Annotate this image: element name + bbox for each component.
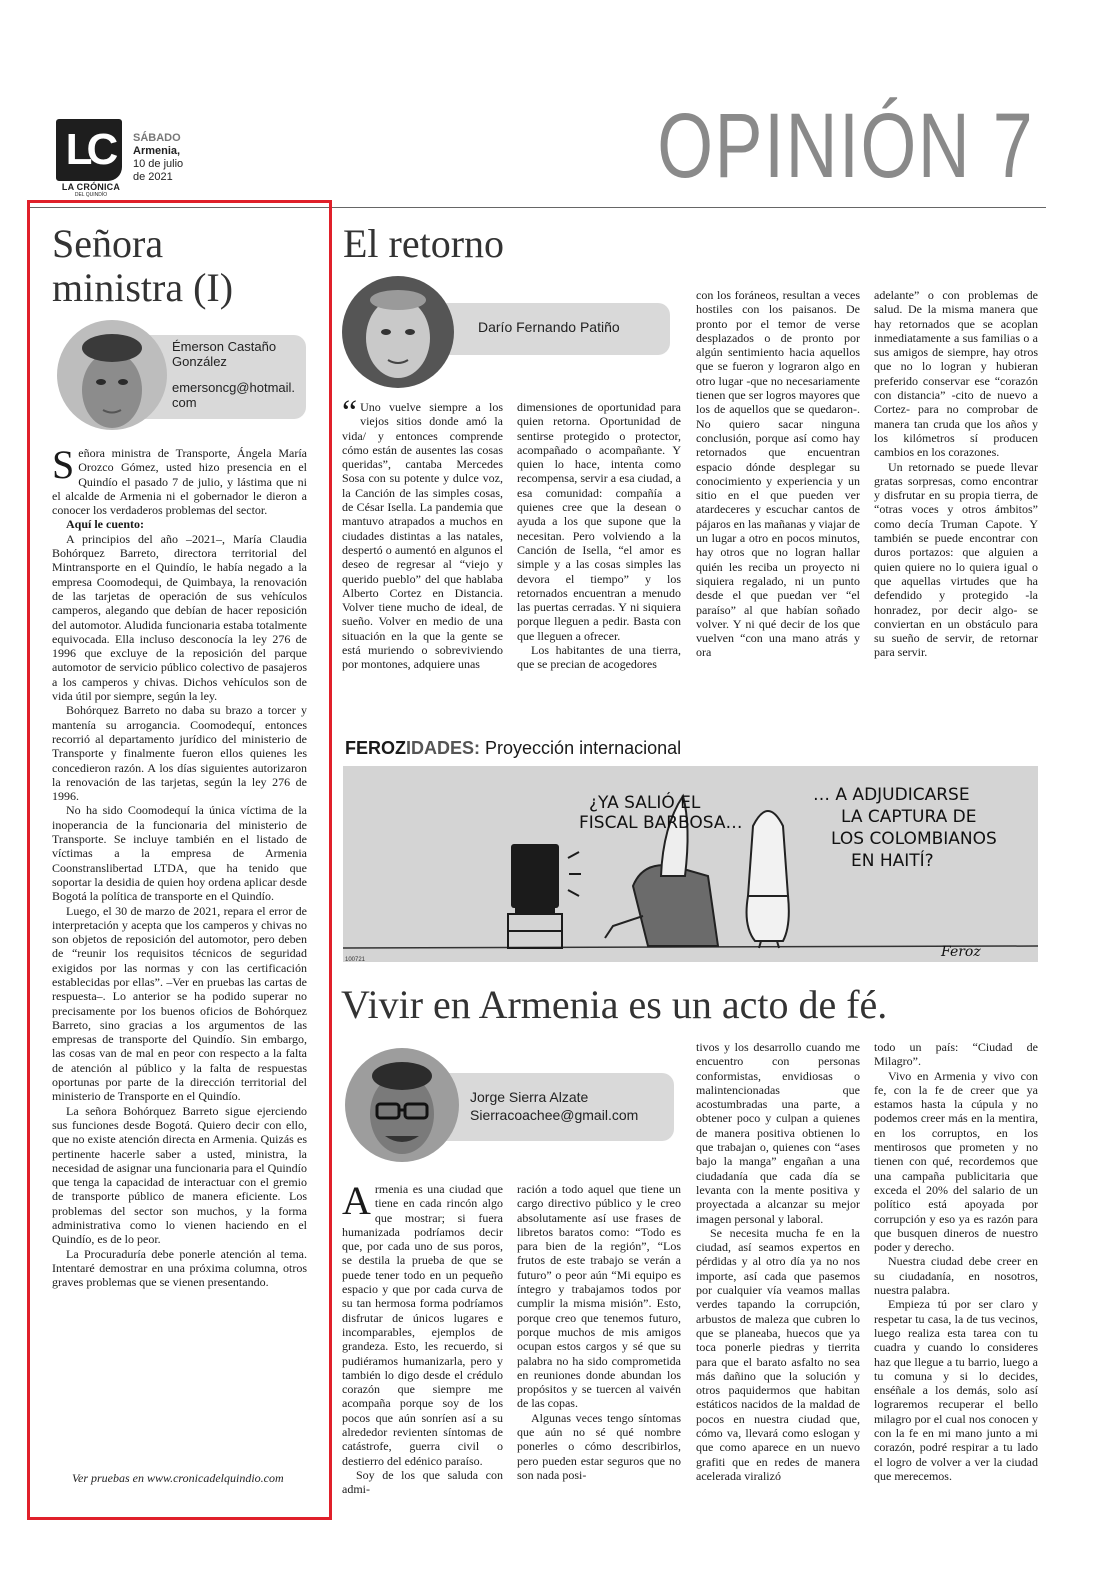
art2-col3	[696, 288, 860, 702]
col1-paragraph: No ha sido Coomodequí la única víctima de la inoperancia de la funcionaria del ministerio de Transporte. Se incluye también en el listado de víctimas a la empresa de Armenia Coonstranslibertad LTDA, que ha tenido que soportar la desidia de quien hoy ordena aplicar desde Bogotá la política de transporte en el Quindío.	[52, 803, 307, 904]
art3-paragraph: Algunas veces tengo síntomas que aún no sé qué nombre ponerles o cómo describirlos, pero pueden estar seguros que no son nada posi-	[517, 1410, 681, 1482]
cartoon-signature: Feroz	[941, 944, 981, 960]
col1-footer-link[interactable]: Ver pruebas en www.cronicadelquindio.com	[72, 1471, 284, 1485]
cartoon-header	[345, 738, 681, 759]
art3-col2	[517, 1182, 681, 1512]
col1-paragraph: Luego, el 30 de marzo de 2021, repara el error de interpretación y acepta que los camperos y chivas no son objetos de reposición del automotor, pero deben de “reunir los requisitos técnicos de seguridad exigidos por las normas y con las certificación establecidas por ellas”. –Ver en pruebas las cartas de respuesta–. Lo anterior se ha podido superar no precisamente por los buenos oficios de Bohórquez Barreto, sino gracias a los argumentos de las empresas de transporte del Quindío. Sin embargo, las cosas van de mal en peor con respecto a la falta de atención al público y la falta de respuestas oportunas por parte de la dirección territorial del ministerio de Transporte en el Quindío.	[52, 903, 307, 1104]
newspaper-name: LA CRÓNICA	[61, 182, 121, 192]
col1-subhead: Aquí le cuento:	[66, 517, 144, 532]
dateline-day: SÁBADO	[133, 132, 181, 144]
cartoon-title: Proyección internacional	[485, 738, 682, 758]
newspaper-logo: LC	[56, 119, 122, 181]
newspaper-subname: DEL QUINDÍO	[74, 192, 108, 198]
col1-title-line1: Señora	[52, 221, 164, 266]
dateline-city: Armenia,	[133, 145, 181, 157]
art3-paragraph: Empieza tú por ser claro y respetar tu casa, la de tus vecinos, luego realiza esta tarea con tu cuadra y cuando lo consideres haz que llegue a tu barrio, luego a tu comuna y si lo decides, enséñale a los demás, solo así lograremos recuperar el bello milagro por el cual nos conocen y con la fe en mi mano junto a mi corazón, podré respirar a tu lado el logro de volver a ver la ciudad que merecemos.	[874, 1297, 1038, 1483]
art3-col4	[874, 1040, 1038, 1512]
col1-paragraph: A principios del año –2021–, María Claudia Bohórquez Barreto, directora territorial del Mintransporte en el Quindío, le había negado a la empresa Coomodequi, de Quimbaya, la renovación de las tarjetas de operación de sus vehículos camperos, alegando que debían de hacer reposición del automotor. Aludida funcionaria estaba totalmente equivocada. Ella incluso desconocía la ley 276 de 1996 que excluye de la reposición del parque automotor de servicio público colectivo de pasajeros a los camperos y chivas. Dichos vehículos son de vida útil por siempre, según la ley.	[52, 531, 307, 704]
art2-col2	[517, 400, 681, 702]
art2-paragraph: Uno vuelve siempre a los viejos sitios donde amó la vida/ y entonces comprende cómo están de ausentes las cosas queridas”, cantaba Mercedes Sosa con su potente y dulce voz, la Canción de las simples cosas, de César Isella. La pandemia que mantuvo atrapados a muchos en ciudades distintas a las natales, despertó o aumentó en algunos el deseo de regresar al “viejo y querido pueblo” del que hablaba Alberto Cortez en Distancia. Volver tiene mucho de ideal, de sueño. Volver en medio de una situación en la que la gente se está muriendo o sobreviviendo por montones, adquiere unas	[342, 400, 503, 672]
cartoon-brand-suffix: IDADES:	[406, 738, 481, 758]
art2-author-name: Darío Fernando Patiño	[478, 319, 620, 335]
col1-author-email[interactable]: emersoncg@hotmail.	[172, 380, 296, 395]
art2-paragraph: con los foráneos, resultan a veces hostiles con los paisanos. De pronto por el temor de verse desplazados o de pronto por algún sentimiento hacia aquellos que se fueron y lograron algo en otro lugar -que no necesariamente tienen que ser logros mayores que los de aquellos que se quedaron-. No quiero sacar ninguna conclusión, porque así como hay retornados que encuentran espacio dónde desplegar su conocimiento y experiencia y un sitio en el que pueden ver atardeceres y escuchar cantos de pájaros en las mañanas y viajar de un lugar a otro en pocos minutos, hay otros que no logran hallar quién les reciba un proyecto ni siquiera regalado, ni un punto desde el que puedan ver “el paraíso” al que habían soñado volver. Y ni qué decir de los que vuelven “con una mano atrás y ora	[696, 288, 860, 660]
art3-paragraph: Vivo en Armenia y vivo con fe, con la fe de creer que ya estamos hasta la cúpula y no podemos creer más en la mentira, en los corruptos, en los mentirosos que prometen y no tienen con qué, recordemos que una campaña publicitaria que exceda el 20% del salario de un político está apoyada por corrupción y eso ya es razón para que busquen dineros de nuestro poder y derecho.	[874, 1068, 1038, 1255]
cartoon-bubble1-line2: FISCAL BARBOSA…	[579, 813, 743, 833]
cartoon-bubble2-line2: LA CAPTURA DE	[841, 807, 977, 827]
col1-author-name: Émerson Castaño	[172, 339, 277, 354]
art2-col1	[342, 400, 503, 702]
art3-col3	[696, 1040, 860, 1512]
col1-paragraph: eñora ministra de Transporte, Ángela María Orozco Gómez, usted hizo presencia en el Quindío el pasado 7 de julio, y lástima que ni el alcalde de Armenia ni el gobernador le dieron a conocer los verdaderos problemas del sector.	[52, 446, 307, 518]
art3-paragraph: Soy de los que saluda con admi-	[342, 1467, 503, 1497]
col1-author-email2[interactable]: com	[172, 395, 197, 410]
art3-author-photo	[345, 1048, 459, 1162]
art3-title: Vivir en Armenia es un acto de fé.	[341, 982, 888, 1027]
dateline-year: de 2021	[133, 171, 173, 183]
art3-paragraph: Nuestra ciudad debe creer en su ciudadanía, en nosotros, nuestra palabra.	[874, 1254, 1038, 1298]
art2-paragraph: Un retornado se puede llevar gratas sorpresas, como encontrar y disfrutar en su propia tierra, de “otras voces y otros ámbitos” como decía Truman Capote. Y también se puede encontrar con duros portazos: que alguien a quien quiere no lo quiera igual o que aquellas virtudes que ha defendido y protegido -la honradez, por decir algo- se conviertan en un obstáculo para su sueño de servir, de retornar para servir.	[874, 459, 1038, 660]
art3-dropcap: A	[342, 1182, 371, 1223]
dateline	[133, 132, 203, 184]
art3-paragraph: tivos y los desarrollo cuando me encuentro con personas conformistas, envidiosas o malintencionadas que acostumbradas una parte, a obtener poco y culpan a quienes de manera positiva obtienen lo que trabajan o, quienes con “ases bajo la manga” engañan a una ciudadanía que cada día se levanta con la mente positiva y proyectada a alcanzar su mejor imagen personal y laboral.	[696, 1040, 860, 1226]
col1-paragraph: Bohórquez Barreto no daba su brazo a torcer y mantenía su arrogancia. Coomodequí, entonces recorrió al departamento jurídico del ministerio de Transporte y finalmente fueron ellos quienes les concedieron razón. A los días siguientes autorizaron la renovación de las tarjetas, según la ley 276 de 1996.	[52, 703, 307, 804]
section-title: OPINIÓN 7	[657, 95, 1034, 197]
cartoon-bubble2-line3: LOS COLOMBIANOS	[831, 829, 997, 849]
art2-quote-mark: “	[342, 400, 358, 431]
art3-author-email[interactable]: Sierracoachee@gmail.com	[470, 1107, 639, 1123]
col1-paragraph: La señora Bohórquez Barreto sigue ejerciendo sus funciones desde Bogotá. Quiero decir con ello, que no existe atención directa en Armenia. Quizás es pertinente hacerle saber a usted, ministra, la necesidad de asignar una funcionaria para el Quindío que tenga la capacidad de interactuar con el gremio de transporte público de manera eficiente. Los problemas del sector son muchos, y la forma administrativa como lo vienen haciendo en el Quindío, es de lo peor.	[52, 1103, 307, 1247]
cartoon-bubble2-line4: EN HAITÍ?	[851, 851, 934, 871]
cartoon-bubble2-line1: … A ADJUDICARSE	[813, 785, 970, 805]
art2-col4	[874, 288, 1038, 702]
art3-paragraph: rmenia es una ciudad que tiene en cada rincón algo que mostrar; si fuera humanizada podríamos decir que, por cada uno de sus poros, se destila la prueba de que se puede tener todo en un pequeño espacio y que por cada curva de su tan hermosa forma podríamos disfrutar de únicos lugares e incomparables, ejemplos de grandeza. Esto, les recuerdo, si pudiéramos humanizarla, pero y también lo digo desde el crédulo corazón que siempre me acompaña porque soy de los pocos que aún sonríen así a su alrededor revienten síntomas de catástrofe, guerra civil o destierro del edénico paraíso.	[342, 1182, 503, 1468]
art3-col1	[342, 1182, 503, 1512]
col1-author-name2: González	[172, 354, 227, 369]
col1-dropcap: S	[52, 446, 75, 487]
tv-icon	[511, 844, 559, 908]
art3-paragraph: Se necesita mucha fe en la ciudad, así seamos expertos en pérdidas y al otro día ya no nos importe, así cada que pasemos por cualquier vía veamos mallas verdes tapando la corrupción, arbustos de maleza que cubren lo que se planeaba, huecos que ya toca ponerle piedras y tierrita para que el barato asfalto no sea más dañino que la solución y otros paquidermos que habitan estáticos nacidos de la maldad de pocos en nuestra ciudad que, cómo va, llevará como eslogan y que como aparece en un nuevo grafiti que en redes de manera acelerada viralizó	[696, 1225, 860, 1483]
col1-paragraph: La Procuraduría debe ponerle atención al tema. Intentaré demostrar en una próxima columna, otros graves problemas que se vienen presentando.	[52, 1246, 307, 1290]
art3-author-name: Jorge Sierra Alzate	[470, 1089, 589, 1105]
art3-paragraph: ración a todo aquel que tiene un cargo directivo público y le creo absolutamente así use frases de libretos baratos como: “Todo es para bien de la región”, “Los frutos de este trabajo se verán a futuro” o peor aún “Mi equipo es íntegro y trabajamos todos por cumplir la misma misión”. Esto, porque creo que tenemos futuro, porque muchos de mis amigos ocupan estos cargos y sé que su palabra no ha sido comprometida en reuniones donde abundan los propósitos y se tuercen al vaivén de las copas.	[517, 1182, 681, 1411]
cartoon-bubble1-line1: ¿YA SALIÓ EL	[589, 793, 701, 813]
art2-author-photo	[342, 276, 454, 388]
dateline-date: 10 de julio	[133, 158, 184, 170]
col1-title	[52, 222, 322, 310]
col1-body	[52, 446, 307, 1486]
cartoon-id: 100721	[345, 957, 366, 963]
col1-title-line2: ministra (I)	[52, 265, 234, 310]
cartoon-brand: FEROZ	[345, 738, 406, 758]
art3-paragraph: todo un país: “Ciudad de Milagro”.	[874, 1040, 1038, 1069]
cartoon-drawing	[343, 766, 1038, 962]
art2-title: El retorno	[343, 221, 505, 266]
art2-paragraph: adelante” o con problemas de salud. De la misma manera que hay retornados que se acoplan inmediatamente a sus familias o a sus amigos de siempre, hay otros que no lo logran y hubieran preferido conservar ese “corazón con distancia” -cito de nuevo a Cortez- para no comprobar de manera tan cruda que los años y los kilómetros sí producen cambios en los corazones.	[874, 288, 1038, 460]
cartoon-panel	[343, 766, 1038, 962]
art2-paragraph: dimensiones de oportunidad para quien retorna. Oportunidad de sentirse protegido o protector, acompañado o acompañante. Y quien lo hace, intenta como recompensa, servir a esa ciudad, a esa comunidad: compañía a quienes cree que la desean o ayuda a los que supone que la necesitan. Pero volviendo a la Canción de Isella, “el amor es simple y a las cosas simples las devora el tiempo” y los retornados encuentran a menudo las puertas cerradas. Y ni siquiera porque lleguen a pedir. Basta con que lleguen a ofrecer.	[517, 400, 681, 643]
art2-paragraph: Los habitantes de una tierra, que se precian de acogedores	[517, 643, 681, 672]
col1-author-photo	[57, 320, 167, 430]
